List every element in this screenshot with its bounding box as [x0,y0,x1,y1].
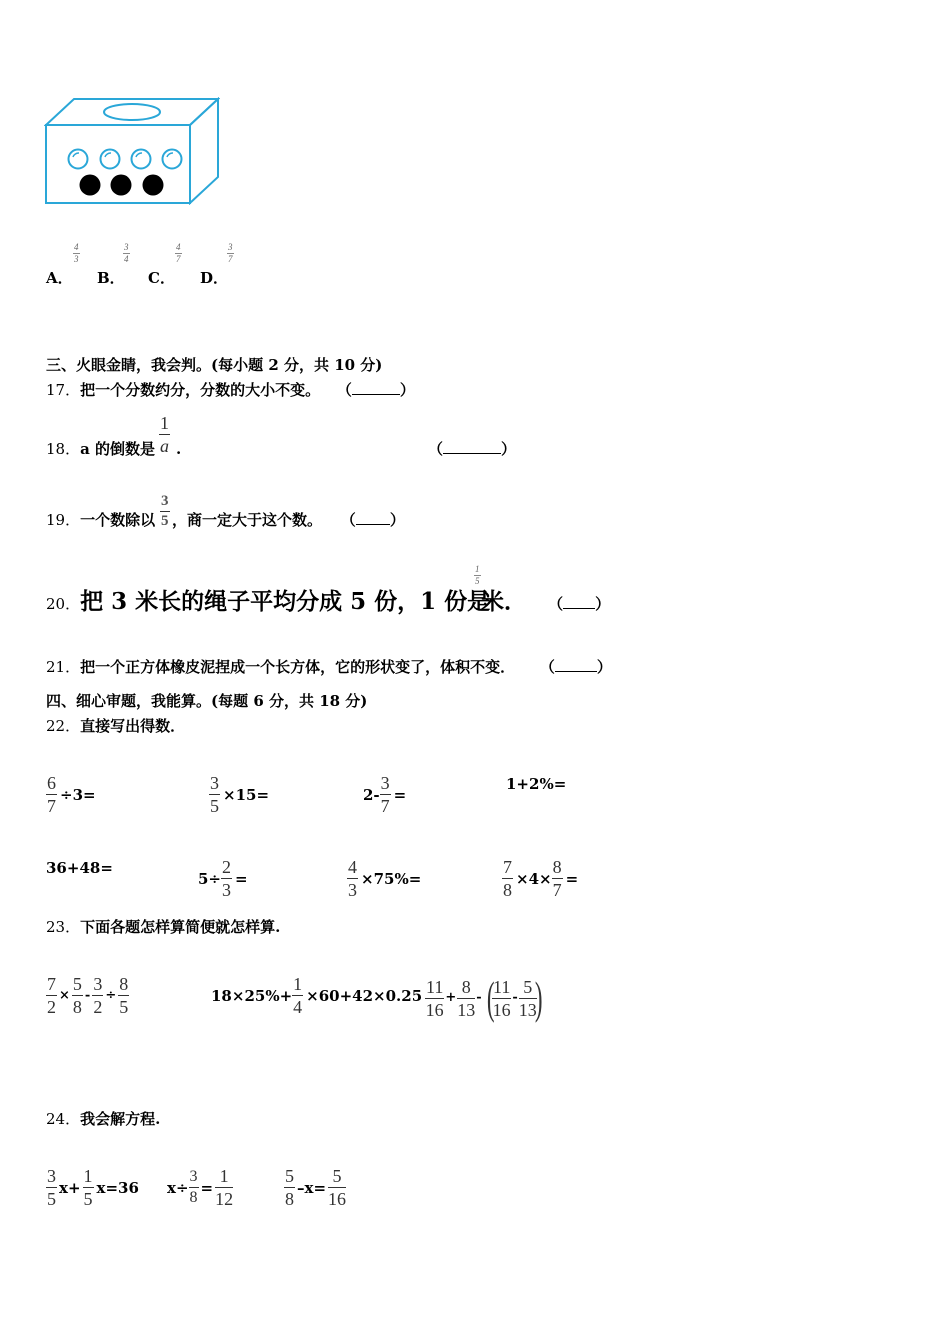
box-top-face [46,99,218,125]
answer-blank-18[interactable] [443,453,501,454]
question-21: 21．把一个正方体橡皮泥捏成一个长方体，它的形状变了，体积不变． （ ） [46,658,612,676]
answer-blank-21[interactable] [555,671,597,672]
option-b-label: B． [97,269,125,287]
q24-equation-2: x÷ $\frac{3}{8}$ = $\frac{1}{12}$ [167,1166,234,1209]
box-side-face [190,99,218,203]
question-17-text: 把一个分数约分，分数的大小不变。 [80,381,321,399]
question-18: 18．a 的倒数是 [46,440,156,458]
section-3-title: 三、火眼金睛，我会判。(每小题 2 分，共 10 分) [46,356,383,374]
option-b-fraction: $\frac{3}{4}$ [124,242,129,264]
question-23: 23．下面各题怎样算简便就怎样算. [46,918,281,936]
question-20: 20．把 3 米长的绳子平均分成 5 份，1 份是 [46,588,491,615]
q23-expr-1: $\frac{7}{2}$ × $\frac{5}{8}$ - $\frac{3}{2}$ ÷ $\frac{8}{5}$ [47,974,129,1017]
option-d-label: D． [200,269,229,287]
box-opening [104,104,160,120]
q22-expr-6: 5÷ $\frac{2}{3}$ = [198,857,248,900]
option-d-fraction: $\frac{3}{7}$ [228,242,233,264]
ball-box-illustration [44,97,220,205]
q22-expr-2: $\frac{3}{5}$ ×15= [210,773,270,816]
option-d[interactable] [200,268,228,288]
option-a-label: A． [46,269,73,287]
black-balls [80,175,164,196]
question-17: 17．把一个分数约分，分数的大小不变。 （ ） [46,381,415,399]
answer-blank-20[interactable] [563,608,595,609]
answer-blank-17[interactable] [352,394,400,395]
q22-expr-5: 36+48= [46,859,113,877]
q22-expr-4: 1+2%= [506,775,567,793]
question-22: 22．直接写出得数． [46,717,186,735]
option-c-fraction: $\frac{4}{7}$ [176,242,181,264]
question-18-answer: （ ） [428,440,517,458]
q23-expr-2: 18×25%+ $\frac{1}{4}$ ×60+42×0.25 [211,974,423,1017]
section-4-title: 四、细心审题，我能算。(每题 6 分，共 18 分) [46,692,368,710]
q22-expr-3: 2- $\frac{3}{7}$ = [363,773,407,816]
white-balls [69,150,182,169]
question-19-fraction: $\frac{3}{5}$ [161,493,169,529]
option-a[interactable] [46,268,73,288]
option-a-fraction: $\frac{4}{3}$ [74,242,79,264]
option-b[interactable] [97,268,125,288]
q22-expr-8: $\frac{7}{8}$ ×4× $\frac{8}{7}$ = [503,857,579,900]
option-c-label: C． [148,269,175,287]
q23-expr-3: $\frac{11}{16}$ + $\frac{8}{13}$ - ( $\frac{11}{16}$ - $\frac{5}{13}$ ) [425,972,543,1023]
q24-equation-3: $\frac{5}{8}$ –x= $\frac{5}{16}$ [285,1166,347,1209]
answer-blank-19[interactable] [356,524,390,525]
question-18-fraction: $\frac{1}{a}$ [160,413,169,456]
q22-expr-7: $\frac{4}{3}$ ×75%= [348,857,422,900]
question-19: 19．一个数除以 [46,511,156,529]
q22-expr-1: $\frac{6}{7}$ ÷3= [47,773,96,816]
q24-equation-1: $\frac{3}{5}$ x+ $\frac{1}{5}$ x=36 [47,1166,139,1209]
question-24: 24．我会解方程. [46,1110,161,1128]
option-c[interactable] [148,268,175,288]
question-20-fraction: $\frac{1}{5}$ [475,564,480,586]
